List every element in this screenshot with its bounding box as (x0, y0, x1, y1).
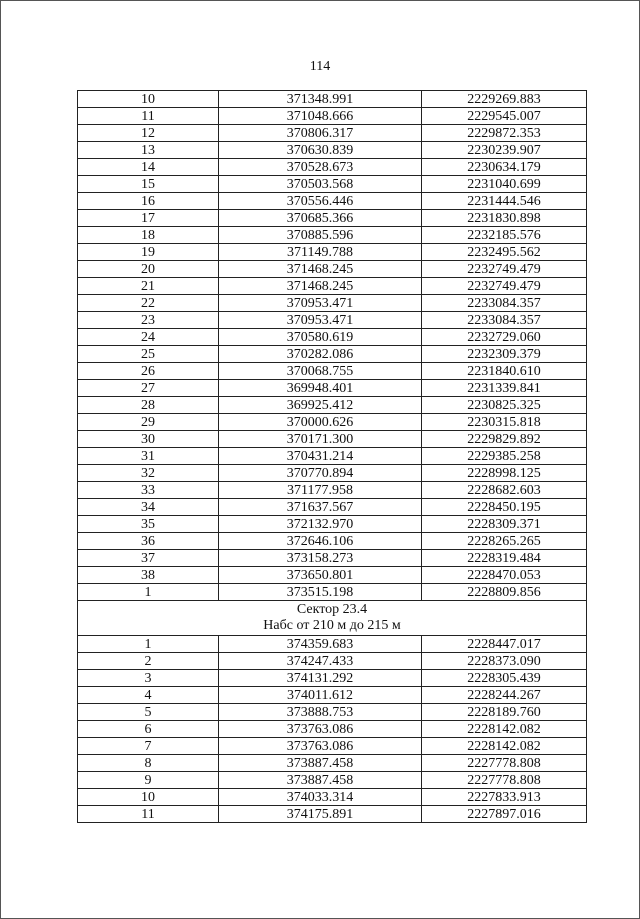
table-row (78, 210, 587, 227)
y-coordinate-cell: 2232185.576 (422, 227, 587, 244)
y-coordinate-cell: 2228142.082 (422, 738, 587, 755)
point-number-cell: 36 (78, 533, 219, 550)
table-row (78, 533, 587, 550)
table-row (78, 295, 587, 312)
point-number-cell: 33 (78, 482, 219, 499)
table-row (78, 584, 587, 601)
y-coordinate-cell: 2232749.479 (422, 261, 587, 278)
section-title: Сектор 23.4 (296, 602, 368, 617)
table-row (78, 431, 587, 448)
y-coordinate-cell: 2227778.808 (422, 772, 587, 789)
point-number-cell: 29 (78, 414, 219, 431)
x-coordinate-cell: 370503.568 (219, 176, 422, 193)
table-row (78, 346, 587, 363)
table-row (78, 755, 587, 772)
y-coordinate-cell: 2228470.053 (422, 567, 587, 584)
x-coordinate-cell: 370000.626 (219, 414, 422, 431)
point-number-cell: 23 (78, 312, 219, 329)
point-number-cell: 25 (78, 346, 219, 363)
x-coordinate-cell: 370282.086 (219, 346, 422, 363)
table-row (78, 687, 587, 704)
point-number-cell: 19 (78, 244, 219, 261)
table-row (78, 550, 587, 567)
x-coordinate-cell: 371468.245 (219, 278, 422, 295)
y-coordinate-cell: 2229545.007 (422, 108, 587, 125)
point-number-cell: 22 (78, 295, 219, 312)
table-row (78, 363, 587, 380)
point-number-cell: 13 (78, 142, 219, 159)
x-coordinate-cell: 373763.086 (219, 738, 422, 755)
y-coordinate-cell: 2229829.892 (422, 431, 587, 448)
point-number-cell: 18 (78, 227, 219, 244)
x-coordinate-cell: 370953.471 (219, 295, 422, 312)
x-coordinate-cell: 374247.433 (219, 653, 422, 670)
point-number-cell: 1 (78, 636, 219, 653)
point-number-cell: 11 (78, 108, 219, 125)
y-coordinate-cell: 2227897.016 (422, 806, 587, 823)
table-row (78, 738, 587, 755)
table-row (78, 176, 587, 193)
y-coordinate-cell: 2231840.610 (422, 363, 587, 380)
page-number: 114 (309, 59, 331, 74)
point-number-cell: 21 (78, 278, 219, 295)
x-coordinate-cell: 374175.891 (219, 806, 422, 823)
point-number-cell: 2 (78, 653, 219, 670)
x-coordinate-cell: 371468.245 (219, 261, 422, 278)
x-coordinate-cell: 373887.458 (219, 755, 422, 772)
x-coordinate-cell: 370806.317 (219, 125, 422, 142)
point-number-cell: 12 (78, 125, 219, 142)
x-coordinate-cell: 370171.300 (219, 431, 422, 448)
x-coordinate-cell: 371048.666 (219, 108, 422, 125)
coordinates-table-body (78, 91, 587, 823)
x-coordinate-cell: 373515.198 (219, 584, 422, 601)
y-coordinate-cell: 2227833.913 (422, 789, 587, 806)
table-row (78, 636, 587, 653)
y-coordinate-cell: 2229385.258 (422, 448, 587, 465)
table-row (78, 721, 587, 738)
point-number-cell: 35 (78, 516, 219, 533)
x-coordinate-cell: 370770.894 (219, 465, 422, 482)
table-row (78, 448, 587, 465)
point-number-cell: 16 (78, 193, 219, 210)
y-coordinate-cell: 2233084.357 (422, 312, 587, 329)
table-row (78, 806, 587, 823)
table-row (78, 772, 587, 789)
y-coordinate-cell: 2231040.699 (422, 176, 587, 193)
x-coordinate-cell: 373158.273 (219, 550, 422, 567)
table-row (78, 244, 587, 261)
x-coordinate-cell: 373650.801 (219, 567, 422, 584)
y-coordinate-cell: 2228998.125 (422, 465, 587, 482)
y-coordinate-cell: 2230315.818 (422, 414, 587, 431)
x-coordinate-cell: 374033.314 (219, 789, 422, 806)
point-number-cell: 14 (78, 159, 219, 176)
table-row (78, 567, 587, 584)
x-coordinate-cell: 370630.839 (219, 142, 422, 159)
y-coordinate-cell: 2230634.179 (422, 159, 587, 176)
point-number-cell: 11 (78, 806, 219, 823)
table-row (78, 465, 587, 482)
x-coordinate-cell: 373887.458 (219, 772, 422, 789)
table-row (78, 91, 587, 108)
point-number-cell: 9 (78, 772, 219, 789)
y-coordinate-cell: 2230239.907 (422, 142, 587, 159)
y-coordinate-cell: 2228309.371 (422, 516, 587, 533)
x-coordinate-cell: 370556.446 (219, 193, 422, 210)
x-coordinate-cell: 369948.401 (219, 380, 422, 397)
point-number-cell: 28 (78, 397, 219, 414)
table-row (78, 227, 587, 244)
point-number-cell: 38 (78, 567, 219, 584)
x-coordinate-cell: 371149.788 (219, 244, 422, 261)
point-number-cell: 8 (78, 755, 219, 772)
point-number-cell: 7 (78, 738, 219, 755)
x-coordinate-cell: 370528.673 (219, 159, 422, 176)
point-number-cell: 24 (78, 329, 219, 346)
table-row (78, 312, 587, 329)
y-coordinate-cell: 2228447.017 (422, 636, 587, 653)
point-number-cell: 6 (78, 721, 219, 738)
section-header-cell (78, 601, 587, 636)
x-coordinate-cell: 374359.683 (219, 636, 422, 653)
point-number-cell: 10 (78, 91, 219, 108)
point-number-cell: 37 (78, 550, 219, 567)
x-coordinate-cell: 369925.412 (219, 397, 422, 414)
point-number-cell: 34 (78, 499, 219, 516)
point-number-cell: 15 (78, 176, 219, 193)
point-number-cell: 26 (78, 363, 219, 380)
point-number-cell: 32 (78, 465, 219, 482)
table-row (78, 516, 587, 533)
x-coordinate-cell: 370885.596 (219, 227, 422, 244)
y-coordinate-cell: 2231339.841 (422, 380, 587, 397)
x-coordinate-cell: 370068.755 (219, 363, 422, 380)
table-row (78, 704, 587, 721)
point-number-cell: 30 (78, 431, 219, 448)
point-number-cell: 10 (78, 789, 219, 806)
y-coordinate-cell: 2231444.546 (422, 193, 587, 210)
y-coordinate-cell: 2228450.195 (422, 499, 587, 516)
y-coordinate-cell: 2228305.439 (422, 670, 587, 687)
section-subtitle: Набс от 210 м до 215 м (263, 618, 401, 633)
x-coordinate-cell: 370431.214 (219, 448, 422, 465)
x-coordinate-cell: 373888.753 (219, 704, 422, 721)
table-row (78, 329, 587, 346)
y-coordinate-cell: 2228265.265 (422, 533, 587, 550)
y-coordinate-cell: 2232749.479 (422, 278, 587, 295)
point-number-cell: 20 (78, 261, 219, 278)
x-coordinate-cell: 370953.471 (219, 312, 422, 329)
y-coordinate-cell: 2232729.060 (422, 329, 587, 346)
point-number-cell: 4 (78, 687, 219, 704)
point-number-cell: 27 (78, 380, 219, 397)
table-row (78, 193, 587, 210)
y-coordinate-cell: 2231830.898 (422, 210, 587, 227)
y-coordinate-cell: 2228682.603 (422, 482, 587, 499)
table-row (78, 261, 587, 278)
x-coordinate-cell: 371348.991 (219, 91, 422, 108)
x-coordinate-cell: 373763.086 (219, 721, 422, 738)
y-coordinate-cell: 2228142.082 (422, 721, 587, 738)
x-coordinate-cell: 370685.366 (219, 210, 422, 227)
section-header-row (78, 601, 587, 636)
y-coordinate-cell: 2232309.379 (422, 346, 587, 363)
table-row (78, 789, 587, 806)
y-coordinate-cell: 2232495.562 (422, 244, 587, 261)
x-coordinate-cell: 374131.292 (219, 670, 422, 687)
y-coordinate-cell: 2228373.090 (422, 653, 587, 670)
y-coordinate-cell: 2229872.353 (422, 125, 587, 142)
coordinates-table (77, 90, 587, 823)
x-coordinate-cell: 372646.106 (219, 533, 422, 550)
table-row (78, 380, 587, 397)
table-row (78, 108, 587, 125)
y-coordinate-cell: 2228809.856 (422, 584, 587, 601)
table-row (78, 125, 587, 142)
y-coordinate-cell: 2233084.357 (422, 295, 587, 312)
x-coordinate-cell: 372132.970 (219, 516, 422, 533)
table-row (78, 397, 587, 414)
table-row (78, 670, 587, 687)
table-row (78, 278, 587, 295)
x-coordinate-cell: 371637.567 (219, 499, 422, 516)
y-coordinate-cell: 2230825.325 (422, 397, 587, 414)
y-coordinate-cell: 2228189.760 (422, 704, 587, 721)
x-coordinate-cell: 374011.612 (219, 687, 422, 704)
x-coordinate-cell: 371177.958 (219, 482, 422, 499)
y-coordinate-cell: 2229269.883 (422, 91, 587, 108)
table-row (78, 159, 587, 176)
table-row (78, 499, 587, 516)
point-number-cell: 5 (78, 704, 219, 721)
point-number-cell: 1 (78, 584, 219, 601)
y-coordinate-cell: 2228244.267 (422, 687, 587, 704)
y-coordinate-cell: 2228319.484 (422, 550, 587, 567)
y-coordinate-cell: 2227778.808 (422, 755, 587, 772)
x-coordinate-cell: 370580.619 (219, 329, 422, 346)
table-row (78, 414, 587, 431)
point-number-cell: 17 (78, 210, 219, 227)
table-row (78, 142, 587, 159)
point-number-cell: 31 (78, 448, 219, 465)
table-row (78, 482, 587, 499)
table-row (78, 653, 587, 670)
point-number-cell: 3 (78, 670, 219, 687)
